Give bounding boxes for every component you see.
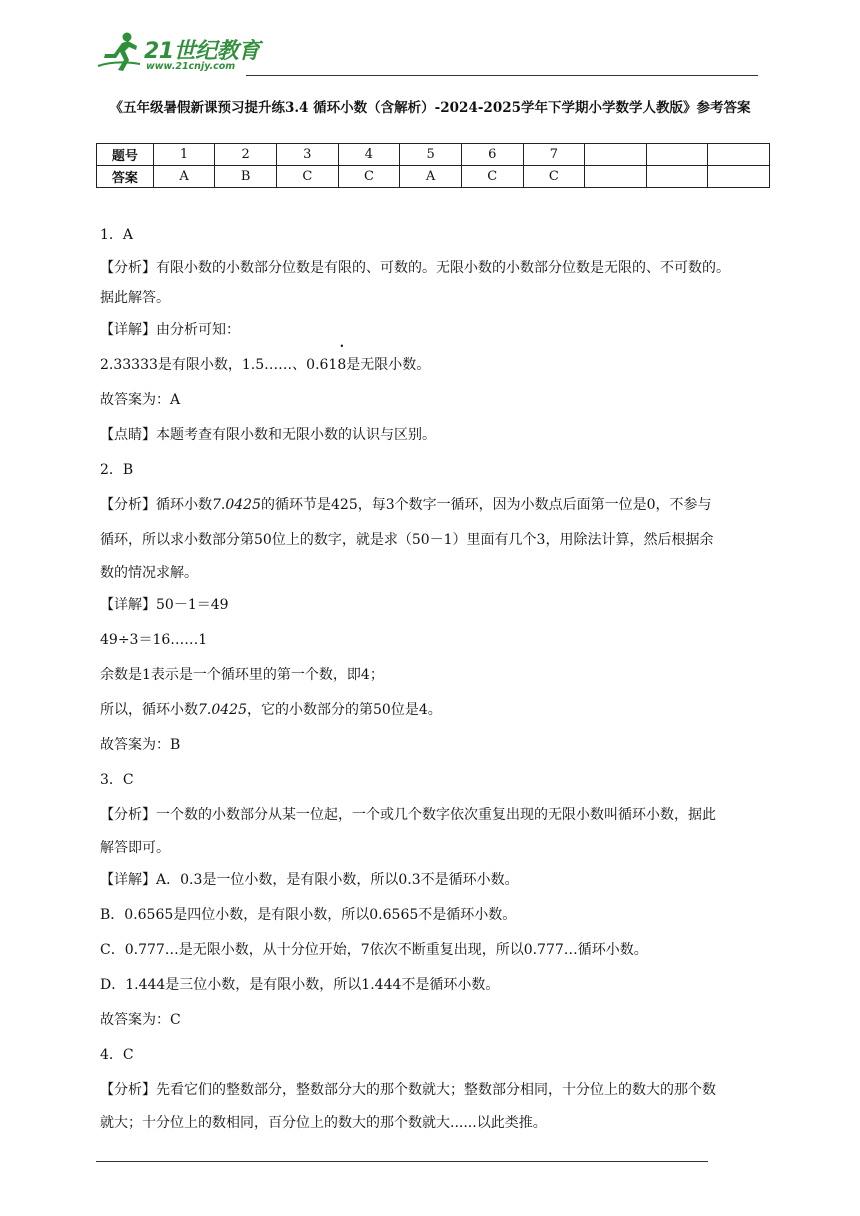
answer-content — [100, 218, 770, 1138]
detail-tag: 【详解】 — [100, 872, 156, 888]
table-header-answer: 答案 — [97, 166, 154, 188]
analysis-text: 先看它们的整数部分，整数部分大的那个数就大；整数部分相同，十分位上的数大的那个数 — [156, 1082, 716, 1098]
q2-answer: 故答案为：B — [100, 737, 181, 753]
detail-text: 是无限小数。 — [346, 357, 431, 373]
runner-logo-icon — [96, 30, 142, 76]
q3-detail — [100, 863, 770, 898]
table-cell — [708, 166, 770, 188]
q3-answer: 故答案为：C — [100, 1012, 181, 1028]
question-3-heading: 3．C — [100, 772, 134, 788]
q1-analysis-cont: 据此解答。 — [100, 290, 170, 306]
question-1-heading: 1．A — [100, 227, 134, 243]
table-cell: A — [153, 166, 215, 188]
logo — [96, 30, 266, 76]
q1-answer: 故答案为：A — [100, 392, 181, 408]
analysis-tag: 【分析】 — [100, 497, 156, 513]
table-cell: C — [276, 166, 338, 188]
table-row-answers — [97, 166, 770, 188]
q3-analysis-cont: 解答即可。 — [100, 840, 170, 856]
document-title: 《五年级暑假新课预习提升练3.4 循环小数（含解析）-2024-2025学年下学期小学数学人教版》参考答案 — [109, 100, 751, 116]
table-cell — [646, 144, 708, 166]
q2-detail — [100, 588, 770, 623]
q1-analysis — [100, 253, 770, 283]
point-tag: 【点睛】 — [100, 427, 156, 443]
q2-analysis-cont: 数的情况求解。 — [100, 565, 198, 581]
detail-text: 由分析可知： — [156, 322, 240, 338]
table-cell: 5 — [400, 144, 462, 166]
detail-text: A．0.3是一位小数，是有限小数，所以0.3不是循环小数。 — [156, 872, 519, 888]
point-text: 本题考查有限小数和无限小数的认识与区别。 — [156, 427, 436, 443]
table-cell: 1 — [153, 144, 215, 166]
table-cell: 4 — [338, 144, 400, 166]
q1-detail — [100, 313, 770, 348]
table-row-numbers — [97, 144, 770, 166]
q3-detail-line: D．1.444是三位小数，是有限小数，所以1.444不是循环小数。 — [100, 977, 500, 993]
question-4-heading: 4．C — [100, 1047, 134, 1063]
table-cell: 6 — [461, 144, 523, 166]
q3-detail-line: C．0.777…是无限小数，从十分位开始，7依次不断重复出现，所以0.777…循环小数。 — [100, 942, 648, 958]
q3-analysis — [100, 798, 770, 833]
q2-analysis — [100, 488, 770, 523]
question-2-heading: 2．B — [100, 462, 134, 478]
analysis-tag: 【分析】 — [100, 807, 156, 823]
table-cell — [585, 166, 647, 188]
q1-detail-line — [100, 348, 770, 383]
answer-table — [96, 143, 770, 188]
detail-tag: 【详解】 — [100, 597, 156, 613]
table-header-number: 题号 — [97, 144, 154, 166]
footer-divider — [96, 1161, 708, 1162]
table-cell: 2 — [215, 144, 277, 166]
logo-url: www.21cnjy.com — [146, 61, 236, 72]
header-divider — [246, 75, 758, 76]
detail-tag: 【详解】 — [100, 322, 156, 338]
analysis-text: 一个数的小数部分从某一位起，一个或几个数字依次重复出现的无限小数叫循环小数，据此 — [156, 807, 716, 823]
q2-analysis-cont: 循环，所以求小数部分第50位上的数字，就是求（50－1）里面有几个3，用除法计算，然后根据余 — [100, 532, 714, 548]
q4-analysis-cont: 就大；十分位上的数相同，百分位上的数大的那个数就大......以此类推。 — [100, 1115, 547, 1131]
analysis-text: 有限小数的小数部分位数是有限的、可数的。无限小数的小数部分位数是无限的、不可数的。 — [156, 260, 730, 276]
q4-analysis — [100, 1073, 770, 1108]
repeating-decimal: 7.0425 — [198, 702, 247, 718]
q3-detail-line: B．0.6565是四位小数，是有限小数，所以0.6565不是循环小数。 — [100, 907, 517, 923]
detail-text: 2.33333是有限小数，1.5……、0.61 — [100, 357, 338, 373]
detail-text: ，它的小数部分的第50位是4。 — [247, 702, 442, 718]
detail-text: 所以，循环小数 — [100, 702, 198, 718]
table-cell: C — [523, 166, 585, 188]
table-cell: 7 — [523, 144, 585, 166]
table-cell: C — [338, 166, 400, 188]
table-cell — [708, 144, 770, 166]
table-cell: 3 — [276, 144, 338, 166]
table-cell: B — [215, 166, 277, 188]
repeating-decimal: 7.0425 — [212, 497, 261, 513]
table-cell — [646, 166, 708, 188]
analysis-text: 循环小数 — [156, 497, 212, 513]
table-cell — [585, 144, 647, 166]
analysis-tag: 【分析】 — [100, 260, 156, 276]
detail-text: 50－1＝49 — [156, 597, 229, 613]
q2-detail-line: 49÷3＝16……1 — [100, 632, 208, 648]
logo-text: 21世纪教育 — [144, 39, 260, 64]
q1-point — [100, 418, 770, 453]
table-cell: A — [400, 166, 462, 188]
q2-detail-line: 余数是1表示是一个循环里的第一个数，即4； — [100, 667, 384, 683]
analysis-text: 的循环节是425，每3个数字一循环，因为小数点后面第一位是0，不参与 — [261, 497, 712, 513]
table-cell: C — [461, 166, 523, 188]
analysis-tag: 【分析】 — [100, 1082, 156, 1098]
page-header — [96, 30, 758, 78]
repeating-digit: • 8 — [337, 357, 346, 373]
q2-detail-line — [100, 693, 770, 728]
